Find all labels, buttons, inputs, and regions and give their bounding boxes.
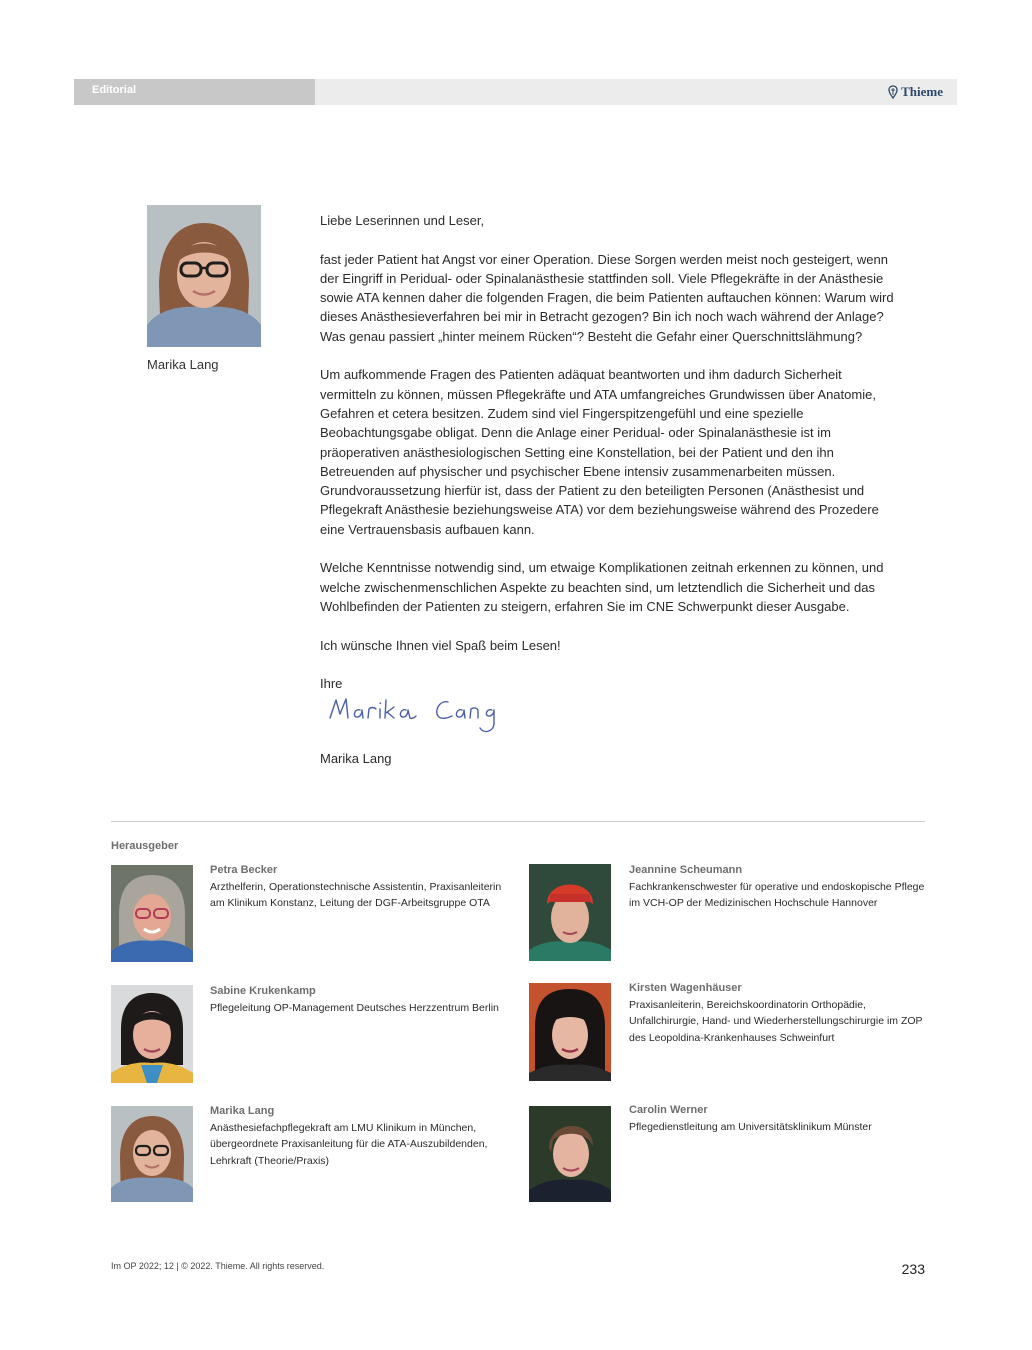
editor-name: Petra Becker bbox=[210, 864, 278, 876]
editor-photo bbox=[529, 864, 611, 961]
page-number: 233 bbox=[901, 1261, 925, 1277]
editor-photo bbox=[529, 983, 611, 1081]
editor-name: Marika Lang bbox=[210, 1105, 275, 1117]
signed-name: Marika Lang bbox=[320, 751, 392, 766]
editor-description: Arzthelferin, Operationstechnische Assistentin, Praxisanleiterin am Klinikum Konstanz, Leitung der DGF-Arbeitsgruppe OTA bbox=[210, 881, 502, 910]
section-label: Editorial bbox=[92, 84, 137, 96]
editor-name: Kirsten Wagenhäuser bbox=[629, 982, 742, 994]
letter-paragraph: Welche Kenntnisse notwendig sind, um etwaige Komplikationen zeitnah erkennen zu können, und welche zwischenmenschlichen Aspekte zu beachten sind, um letztendlich die Sicherheit und das Wohlbefinden der Patienten zu steigern, erfahren Sie im CNE Schwerpunkt dieser Ausgabe. bbox=[320, 560, 884, 614]
thieme-emblem-icon bbox=[887, 85, 899, 99]
editor-photo bbox=[529, 1106, 611, 1202]
editor-photo bbox=[111, 985, 193, 1083]
letter-paragraph: fast jeder Patient hat Angst vor einer Operation. Diese Sorgen werden meist noch gesteigert, wenn der Eingriff in Peridual- oder Spinalanästhesie stattfinden soll. Viele Pflegekräfte in der Anästhesie sowie ATA kennen daher die folgenden Fragen, die beim Patienten auftauchen können: Warum wird dieses Anästhesieverfahren bei mir in Betracht gezogen? Bin ich noch wach während der Anlage? Was genau passiert „hinter meinem Rücken“? Besteht die Gefahr einer Querschnittslähmung? bbox=[320, 251, 894, 344]
publisher-name: Thieme bbox=[901, 84, 943, 99]
handwritten-signature bbox=[326, 690, 506, 740]
editorial-letter bbox=[320, 211, 898, 713]
editor-name: Carolin Werner bbox=[629, 1104, 708, 1116]
author-photo bbox=[147, 205, 261, 347]
footer-citation: Im OP 2022; 12 | © 2022. Thieme. All rights reserved. bbox=[111, 1261, 325, 1271]
editor-description: Anästhesiefachpflegekraft am LMU Klinikum in München, übergeordnete Praxisanleitung für die ATA-Auszubildenden, Lehrkraft (Theorie/Praxis) bbox=[210, 1122, 488, 1167]
section-tab bbox=[74, 79, 315, 105]
editors-heading: Herausgeber bbox=[111, 840, 179, 852]
letter-greeting: Liebe Leserinnen und Leser, bbox=[320, 213, 485, 228]
editor-description: Pflegeleitung OP-Management Deutsches Herzzentrum Berlin bbox=[210, 1002, 499, 1014]
editor-photo bbox=[111, 865, 193, 962]
header-bar bbox=[74, 79, 957, 105]
editor-name: Jeannine Scheumann bbox=[629, 864, 743, 876]
letter-closing: Ihre bbox=[320, 676, 343, 692]
letter-paragraph: Ich wünsche Ihnen viel Spaß beim Lesen! bbox=[320, 637, 561, 653]
letter-paragraph: Um aufkommende Fragen des Patienten adäquat beantworten und ihm dadurch Sicherheit vermitteln zu können, müssen Pflegekräfte und ATA umfangreiches Grundwissen über Anatomie, Gefahren et cetera besitzen. Zudem sind viel Fingerspitzengefühl und eine spezielle Beobachtungsgabe obligat. Denn die Anlage einer Peridual- oder Spinalanästhesie ist im präoperativen anästhesiologischen Setting eine Konstellation, bei der Patient und den ihn Betreuenden auf physischer und psychischer Ebene intensiv zusammenarbeiten müssen. Grundvoraussetzung hierfür ist, dass der Patient zu den beteiligten Personen (Anästhesist und Pflegekraft Anästhesie beziehungsweise ATA) vor dem beziehungsweise während des Prozedere eine Vertrauensbasis aufbauen kann. bbox=[320, 367, 879, 537]
author-caption: Marika Lang bbox=[147, 357, 219, 372]
editor-description: Pflegedienstleitung am Universitätsklinikum Münster bbox=[629, 1121, 872, 1133]
editor-photo bbox=[111, 1106, 193, 1202]
publisher-logo bbox=[887, 84, 943, 100]
editor-description: Fachkrankenschwester für operative und endoskopische Pflege im VCH-OP der Medizinischen Hochschule Hannover bbox=[629, 881, 925, 910]
editor-name: Sabine Krukenkamp bbox=[210, 985, 316, 997]
editor-description: Praxisanleiterin, Bereichskoordinatorin Orthopädie, Unfallchirurgie, Hand- und Wiederherstellungschirurgie im ZOP des Leopoldina-Krankenhauses Schweinfurt bbox=[629, 999, 923, 1044]
section-divider bbox=[111, 821, 925, 822]
